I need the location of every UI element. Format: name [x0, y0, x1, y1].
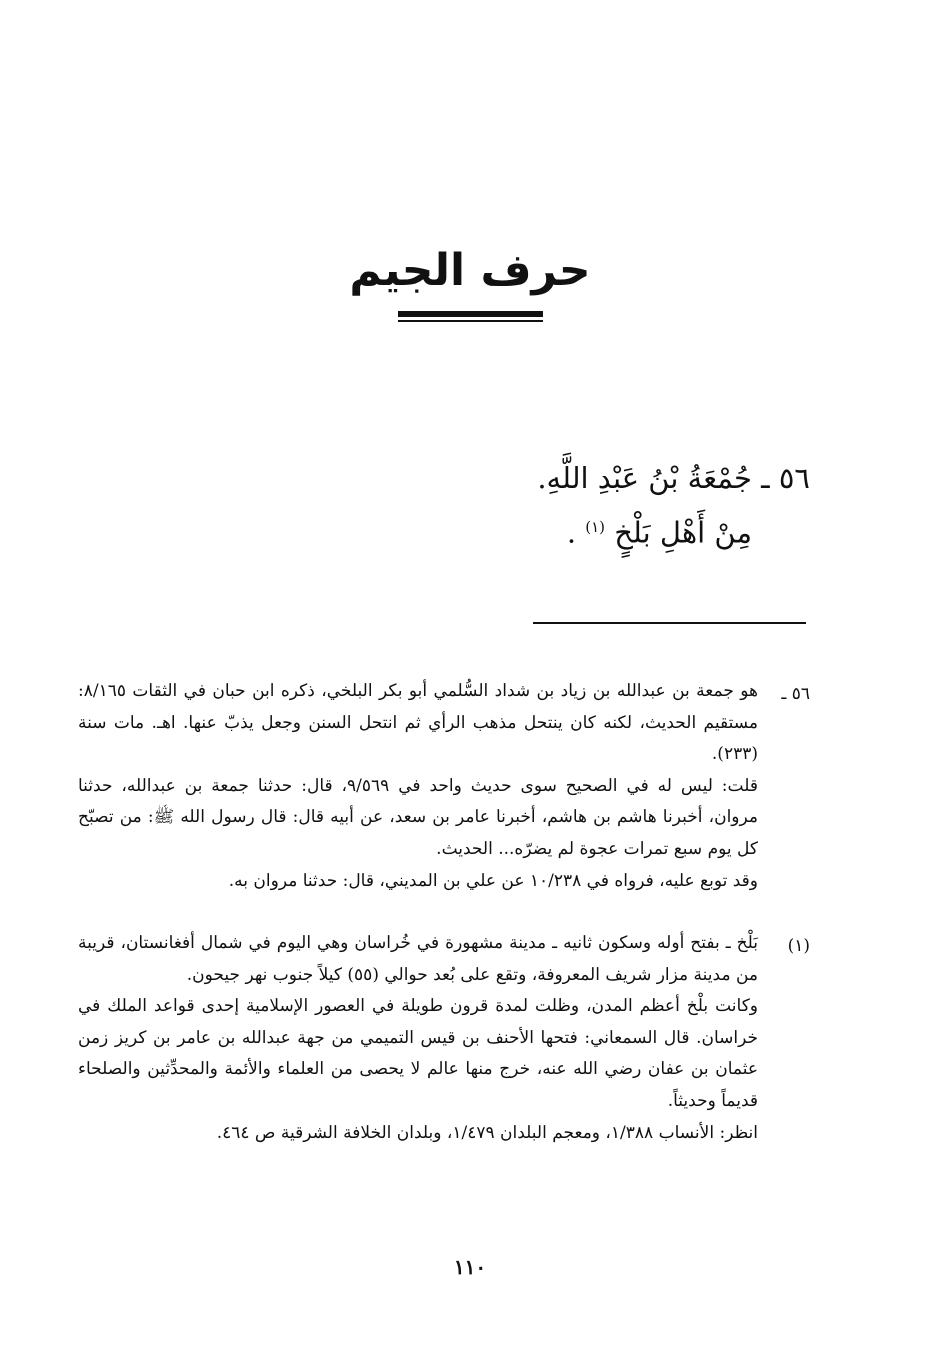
title-underline-thin [398, 320, 543, 322]
page-number: ١١٠ [453, 1255, 487, 1279]
footnote-56-paragraph: قلت: ليس له في الصحيح سوى حديث واحد في ٩/٥٦٩، قال: حدثنا جمعة بن عبدالله، حدثنا مروان، أخبرنا هاشم بن هاشم، أخبرنا عامر بن سعد، عن أبيه قال: قال رسول الله ﷺ: من تصبّح كل يوم سبع تمرات عجوة لم يضرّه... الحديث. [78, 775, 758, 859]
title-underline-thick [398, 311, 543, 317]
footnote-separator [533, 622, 806, 624]
footnote-1-paragraph: انظر: الأنساب ١/٣٨٨، ومعجم البلدان ١/٤٧٩، وبلدان الخلافة الشرقية ص ٤٦٤. [216, 1122, 758, 1143]
entry-name: جُمْعَةُ بْنُ عَبْدِ اللَّهِ. [537, 461, 752, 495]
footnote-1-paragraph: بَلْخ ـ بفتح أوله وسكون ثانيه ـ مدينة مشهورة في خُراسان وهي اليوم في شمال أفغانستان، قريبة من مدينة مزار شريف المعروفة، وتقع على بُعد حوالي (٥٥) كيلاً جنوب نهر جيحون. [78, 933, 758, 985]
entry-origin-line [192, 505, 752, 555]
footnote-ref-marker: (١) [585, 518, 606, 536]
entry-heading [250, 456, 810, 500]
entry-origin: مِنْ أَهْلِ بَلْخٍ [614, 515, 752, 550]
footnote-1-text [78, 928, 758, 1149]
entry-origin-end: . [566, 515, 577, 550]
footnote-56-text [78, 676, 758, 897]
footnote-56-paragraph: هو جمعة بن عبدالله بن زياد بن شداد السُّلمي أبو بكر البلخي، ذكره ابن حبان في الثقات ٨/١٦٥: مستقيم الحديث، لكنه كان ينتحل مذهب الرأي ثم انتحل السنن وجعل يذبّ عنها. اهـ. مات سنة (٢٣٣). [78, 681, 758, 765]
footnote-1-paragraph: وكانت بلْخ أعظم المدن، وظلت لمدة قرون طويلة في العصور الإسلامية إحدى قواعد الملك في خراسان. قال السمعاني: فتحها الأحنف بن قيس التميمي من جهة عبدالله بن عامر بن كريز زمن عثمان بن عفان رضي الله عنه، خرج منها عالم لا يحصى من العلماء والأئمة والمحدِّثين والصلحاء قديماً وحديثاً. [78, 996, 758, 1111]
entry-number: ٥٦ ـ [761, 461, 810, 495]
chapter-title: حرف الجيم [349, 245, 591, 296]
footnote-1-label: (١) [787, 936, 810, 956]
footnote-56-label: ٥٦ ـ [781, 684, 810, 704]
footnote-56-paragraph: وقد توبع عليه، فرواه في ١٠/٢٣٨ عن علي بن المديني، قال: حدثنا مروان به. [228, 870, 758, 891]
